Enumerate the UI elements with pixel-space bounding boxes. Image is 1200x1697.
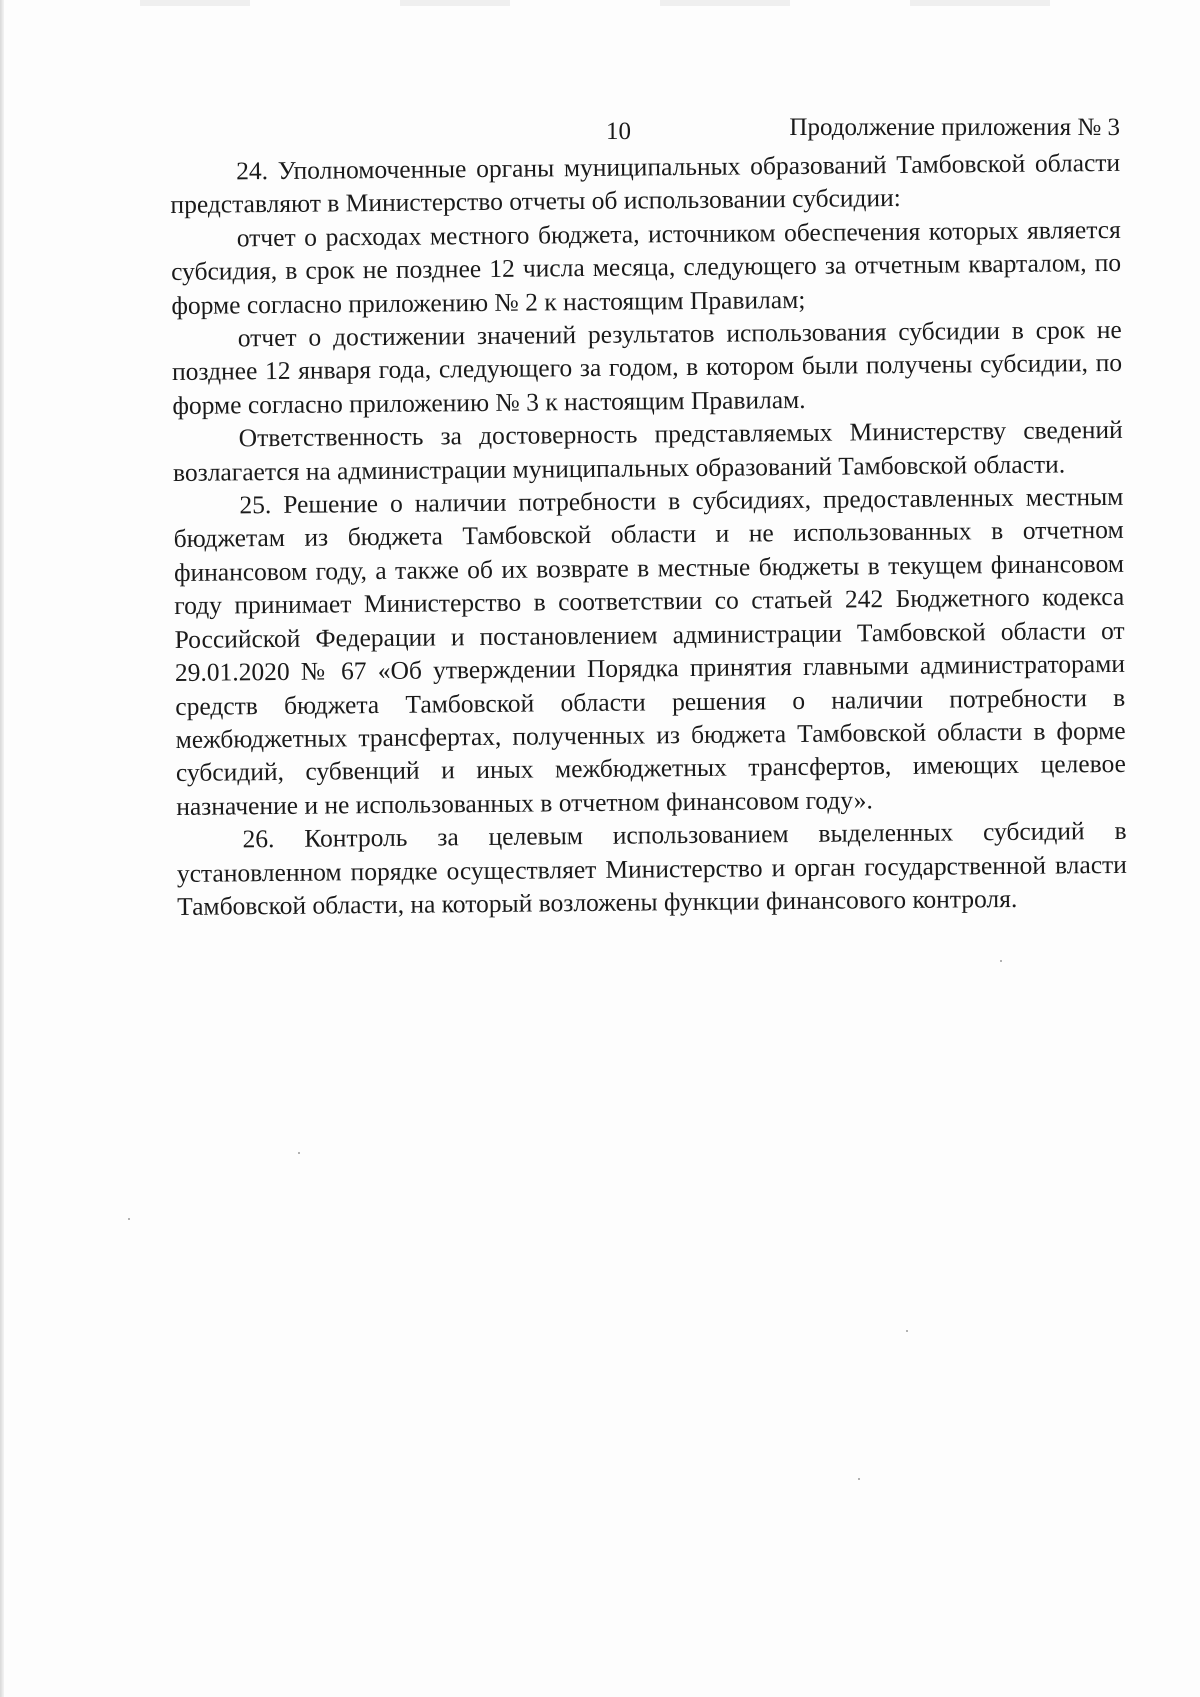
scan-artifact (400, 0, 510, 6)
document-body (170, 146, 1127, 923)
scan-speck (1000, 960, 1002, 962)
scan-speck (128, 1218, 130, 1220)
paragraph-results-report: отчет о достижении значений результатов использования субсидии в срок не позднее 12 января года, следующего за годом, в котором были получены субсидии, по форме согласно приложению № 3 к настоящим Правилам. (171, 314, 1123, 420)
scan-speck (906, 1330, 908, 1332)
page-number: 10 (606, 118, 631, 145)
appendix-continuation-label: Продолжение приложения № 3 (789, 114, 1120, 141)
scan-artifact (660, 0, 790, 6)
paragraph-expense-report: отчет о расходах местного бюджета, источником обеспечения которых является субсидия, в срок не позднее 12 числа месяца, следующего за отчетным кварталом, по форме согласно приложению № 2 к настоящим Правилам; (170, 214, 1122, 320)
scan-speck (858, 1478, 860, 1480)
scan-speck (298, 1152, 300, 1154)
scan-artifact (910, 0, 1050, 6)
scan-artifact (140, 0, 250, 6)
paragraph-responsibility: Ответственность за достоверность представляемых Министерству сведений возлагается на администрации муниципальных образований Тамбовской области. (172, 415, 1123, 487)
paragraph-25: 25. Решение о наличии потребности в субсидиях, предоставленных местным бюджетам из бюджета Тамбовской области и не использованных в отчетном финансовом году, а также об их возврате в местные бюджеты в текущем финансовом году принимает Министерство в соответствии со статьей 242 Бюджетного кодекса Российской Федерации и постановлением администрации Тамбовской области от 29.01.2020 № 67 «Об утверждении Порядка принятия главными администраторами средств бюджета Тамбовской области решения о наличии потребности в межбюджетных трансфертах, полученных из бюджета Тамбовской области в форме субсидий, субвенций и иных межбюджетных трансфертов, имеющих целевое назначение и не использованных в отчетном финансовом году». (173, 481, 1127, 821)
page-header (170, 110, 1120, 150)
scan-edge (0, 0, 4, 1697)
paragraph-26: 26. Контроль за целевым использованием выделенных субсидий в установленном порядке осуществляет Министерство и орган государственной власти Тамбовской области, на который возложены функции финансового контроля. (176, 815, 1127, 921)
paragraph-24: 24. Уполномоченные органы муниципальных образований Тамбовской области представляют в Министерство отчеты об использовании субсидии: (170, 147, 1121, 220)
